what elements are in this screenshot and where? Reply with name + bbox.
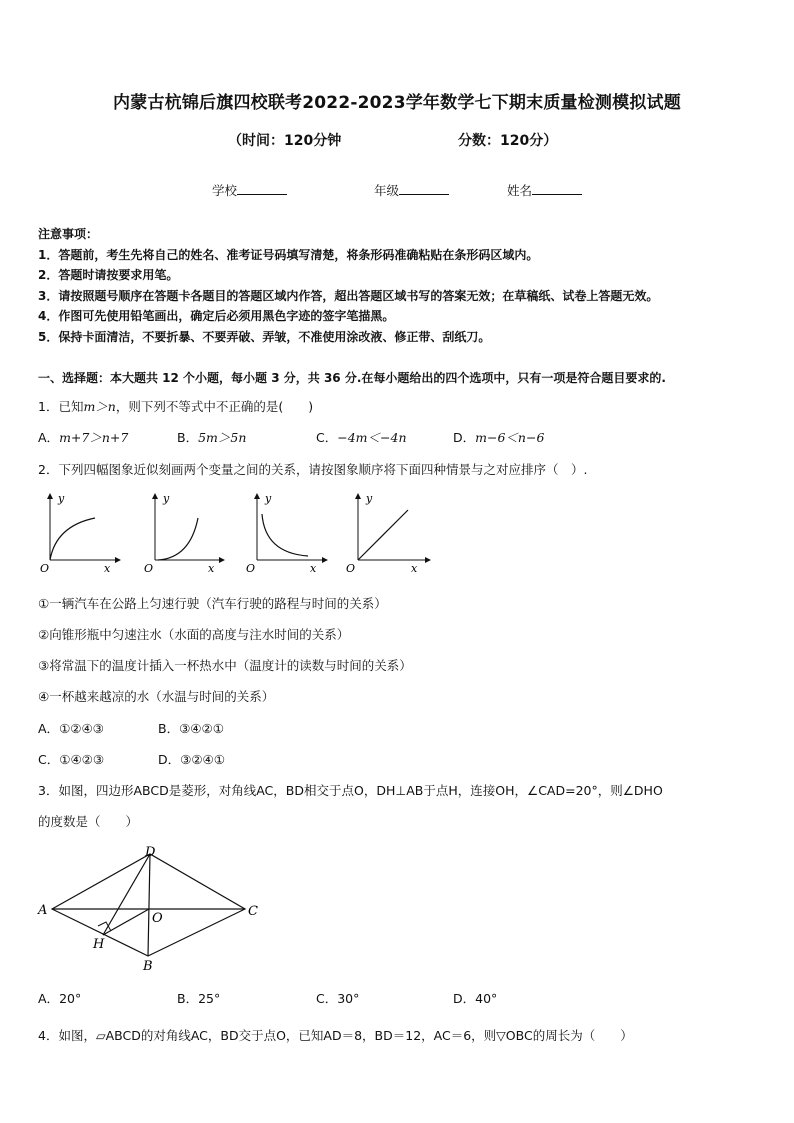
section-heading: 一、选择题：本大题共 12 个小题，每小题 3 分，共 36 分.在每小题给出的四个选项中，只有一项是符合题目要求的. [38,371,666,385]
svg-text:O: O [346,562,356,575]
graph-4 [346,492,428,575]
q1-option-b[interactable]: B．5m＞5n [177,430,247,445]
score-label: 分数：120分） [458,133,558,149]
page-title: 内蒙古杭锦后旗四校联考2022-2023学年数学七下期末质量检测模拟试题 [113,93,681,113]
notice-item: 3．请按照题号顺序在答题卡各题目的答题区域内作答，超出答题区域书写的答案无效；在草稿纸、试卷上答题无效。 [38,288,659,303]
svg-text:A: A [38,903,48,918]
svg-text:y: y [163,492,170,505]
graph-3 [246,492,325,575]
school-label: 学校 [212,183,238,198]
q2-scenario-3: ③将常温下的温度计插入一杯热水中（温度计的读数与时间的关系） [38,658,412,673]
notice-block [38,224,658,347]
q3-option-a[interactable]: A．20° [38,991,82,1006]
svg-text:O: O [144,562,154,575]
q2-option-c[interactable]: C．①④②③ [38,752,105,767]
q1-option-a[interactable]: A．m+7＞n+7 [38,430,129,445]
q2-option-b[interactable]: B．③④②① [158,721,224,736]
notice-item: 1．答题前，考生先将自己的姓名、准考证号码填写清楚，将条形码准确粘贴在条形码区域内。 [38,247,539,262]
q2-scenario-4: ④一杯越来越凉的水（水温与时间的关系） [38,689,275,704]
name-label: 姓名 [507,183,533,198]
svg-text:O: O [152,911,163,926]
time-label: （时间：120分钟 [228,133,342,149]
name-field[interactable] [507,181,582,199]
notice-item: 4．作图可先使用铅笔画出，确定后必须用黑色字迹的签字笔描黑。 [38,309,395,323]
question-4-stem: 4．如图，▱ABCD的对角线AC，BD交于点O，已知AD＝8，BD＝12，AC＝6，则▽OBC的周长为（ ） [38,1028,633,1043]
graph-1 [40,492,118,575]
grade-label: 年级 [374,183,400,198]
q1-option-c[interactable]: C．−4m＜−4n [316,430,407,445]
q1-option-d[interactable]: D．m−6＜n−6 [453,430,545,445]
q2-option-a[interactable]: A．①②④③ [38,721,104,736]
notice-item: 2．答题时请按要求用笔。 [38,268,179,282]
grade-field[interactable] [374,181,449,199]
q2-graphs [0,488,794,588]
notice-heading: 注意事项： [38,227,99,241]
q3-option-c[interactable]: C．30° [316,991,360,1006]
notice-item: 5．保持卡面清洁，不要折暴、不要弄破、弄皱，不准使用涂改液、修正带、刮纸刀。 [38,329,491,344]
q2-scenario-1: ①一辆汽车在公路上匀速行驶（汽车行驶的路程与时间的关系） [38,596,387,611]
svg-text:x: x [411,562,418,575]
graph-2 [144,492,222,575]
question-3-stem-line2: 的度数是（ ） [38,814,139,829]
q3-rhombus-figure [0,842,794,972]
q2-option-d[interactable]: D．③②④① [158,752,225,767]
question-1-stem: 1．已知m＞n，则下列不等式中不正确的是( ) [38,399,314,414]
question-3-stem-line1: 3．如图，四边形ABCD是菱形，对角线AC，BD相交于点O，DH⊥AB于点H，连接OH，∠CAD=20°，则∠DHO [38,783,663,798]
school-field[interactable] [212,181,287,199]
svg-text:y: y [265,492,272,505]
question-2-stem: 2．下列四幅图象近似刻画两个变量之间的关系，请按图象顺序将下面四种情景与之对应排序（ ）. [38,462,588,477]
svg-text:y: y [58,492,65,505]
svg-text:x: x [208,562,215,575]
svg-text:D: D [145,845,156,860]
svg-text:H: H [93,937,105,952]
svg-text:O: O [246,562,256,575]
q3-option-b[interactable]: B．25° [177,991,221,1006]
svg-text:B: B [143,959,153,972]
svg-text:x: x [104,562,111,575]
q2-scenario-2: ②向锥形瓶中匀速注水（水面的高度与注水时间的关系） [38,627,350,642]
svg-text:x: x [310,562,317,575]
svg-text:C: C [248,904,258,919]
svg-text:O: O [40,562,50,575]
q3-option-d[interactable]: D．40° [453,991,498,1006]
svg-text:y: y [366,492,373,505]
